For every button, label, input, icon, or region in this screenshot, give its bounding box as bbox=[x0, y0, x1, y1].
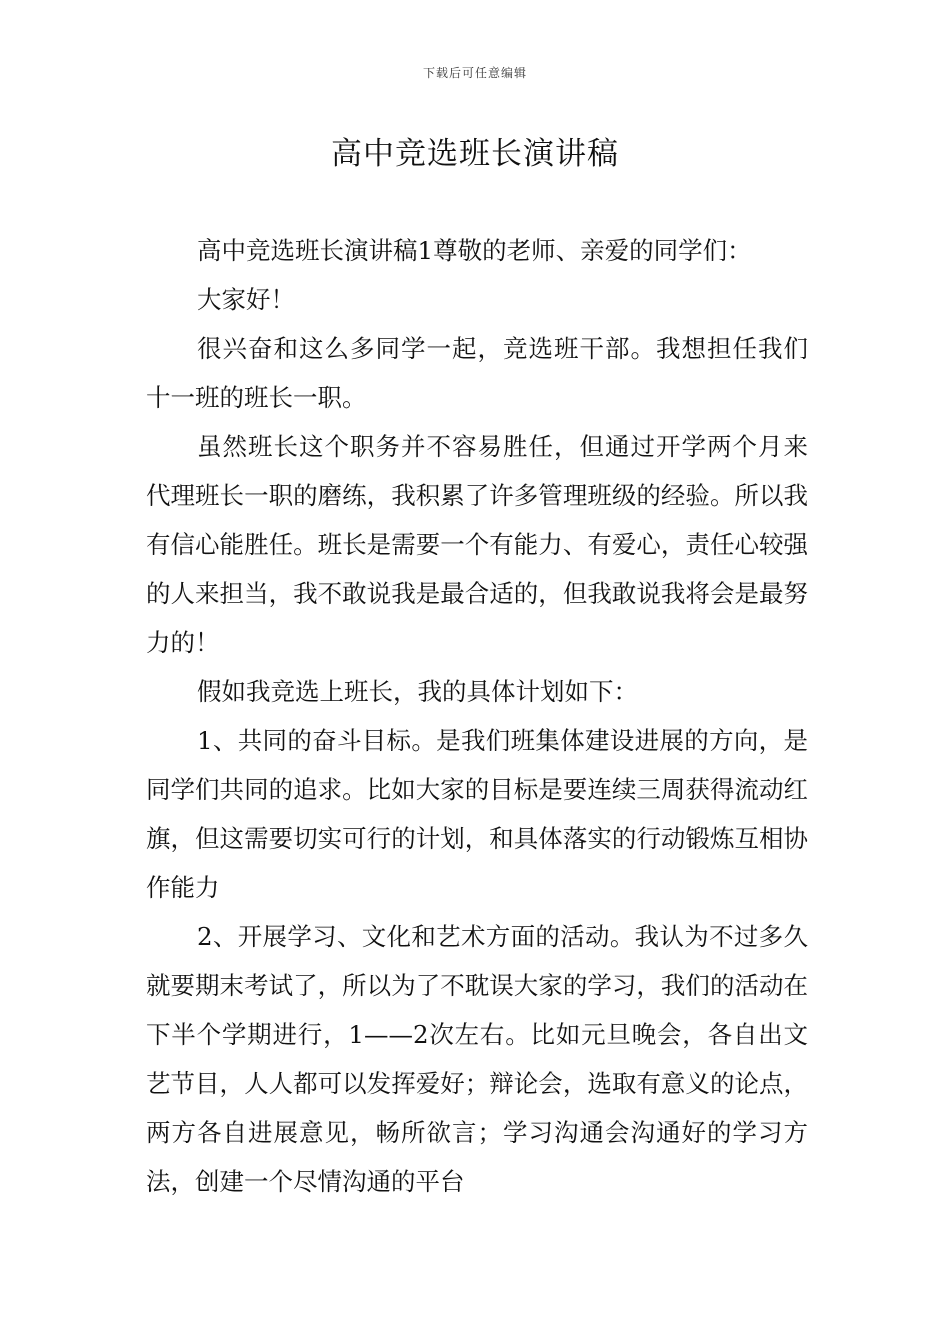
document-body bbox=[146, 226, 808, 1206]
document-title: 高中竞选班长演讲稿 bbox=[331, 136, 619, 172]
paragraph: 大家好！ bbox=[197, 285, 295, 314]
header-note: 下载后可任意编辑 bbox=[422, 66, 527, 80]
paragraph: 2、开展学习、文化和艺术方面的活动。我认为不过多久就要期末考试了，所以为了不耽误大家的学习，我们的活动在下半个学期进行，1——2次左右。比如元旦晚会，各自出文艺节目，人人都可以发挥爱好；辩论会，选取有意义的论点，两方各自进展意见，畅所欲言；学习沟通会沟通好的学习方法，创建一个尽情沟通的平台 bbox=[146, 922, 808, 1196]
paragraph: 假如我竞选上班长，我的具体计划如下： bbox=[197, 677, 638, 706]
paragraph: 虽然班长这个职务并不容易胜任，但通过开学两个月来代理班长一职的磨练，我积累了许多管理班级的经验。所以我有信心能胜任。班长是需要一个有能力、有爱心，责任心较强的人来担当，我不敢说我是最合适的，但我敢说我将会是最努力的！ bbox=[146, 432, 808, 657]
paragraph: 很兴奋和这么多同学一起，竞选班干部。我想担任我们十一班的班长一职。 bbox=[146, 334, 808, 412]
paragraph: 高中竞选班长演讲稿1尊敬的老师、亲爱的同学们： bbox=[197, 236, 752, 265]
paragraph: 1、共同的奋斗目标。是我们班集体建设进展的方向，是同学们共同的追求。比如大家的目标是要连续三周获得流动红旗，但这需要切实可行的计划，和具体落实的行动锻炼互相协作能力 bbox=[146, 726, 808, 902]
